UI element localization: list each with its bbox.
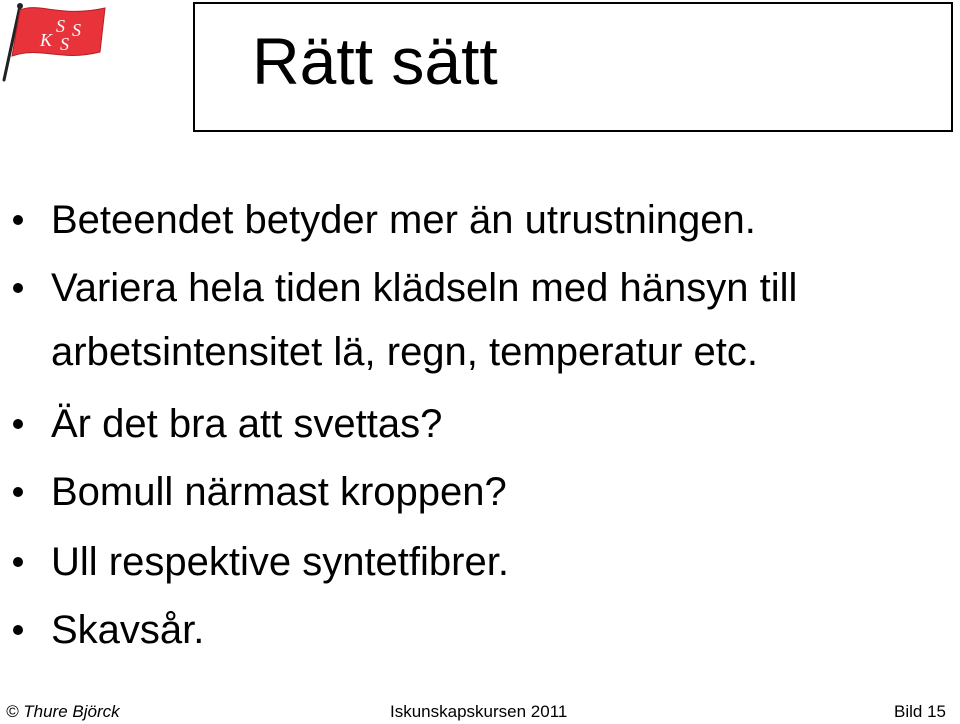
logo-letter: S [72,20,81,40]
bullet-text-line: Beteendet betyder mer än utrustningen. [51,198,756,242]
bullet-text-line: Bomull närmast kroppen? [51,470,507,514]
logo-letter: S [56,16,65,36]
bullet-text-line: Ull respektive syntetfibrer. [51,540,509,584]
logo-letter: S [60,34,69,54]
footer-course: Iskunskapskursen 2011 [390,702,568,721]
bullet-text-line: arbetsintensitet lä, regn, temperatur etc. [51,330,759,374]
bullet-dot-icon [13,557,23,567]
slide-title: Rätt sätt [252,24,498,98]
bullet-dot-icon [13,283,23,293]
footer-author: © Thure Björck [6,702,120,721]
bullet-dot-icon [13,625,23,635]
bullet-text-line: Skavsår. [51,608,205,652]
logo-letter: K [40,30,53,50]
bullet-text-line: Är det bra att svettas? [51,402,443,446]
bullet-text-line: Variera hela tiden klädseln med hänsyn till [51,266,798,310]
bullet-dot-icon [13,487,23,497]
footer-slide-number: Bild 15 [894,702,946,721]
bullet-dot-icon [13,215,23,225]
bullet-dot-icon [13,419,23,429]
